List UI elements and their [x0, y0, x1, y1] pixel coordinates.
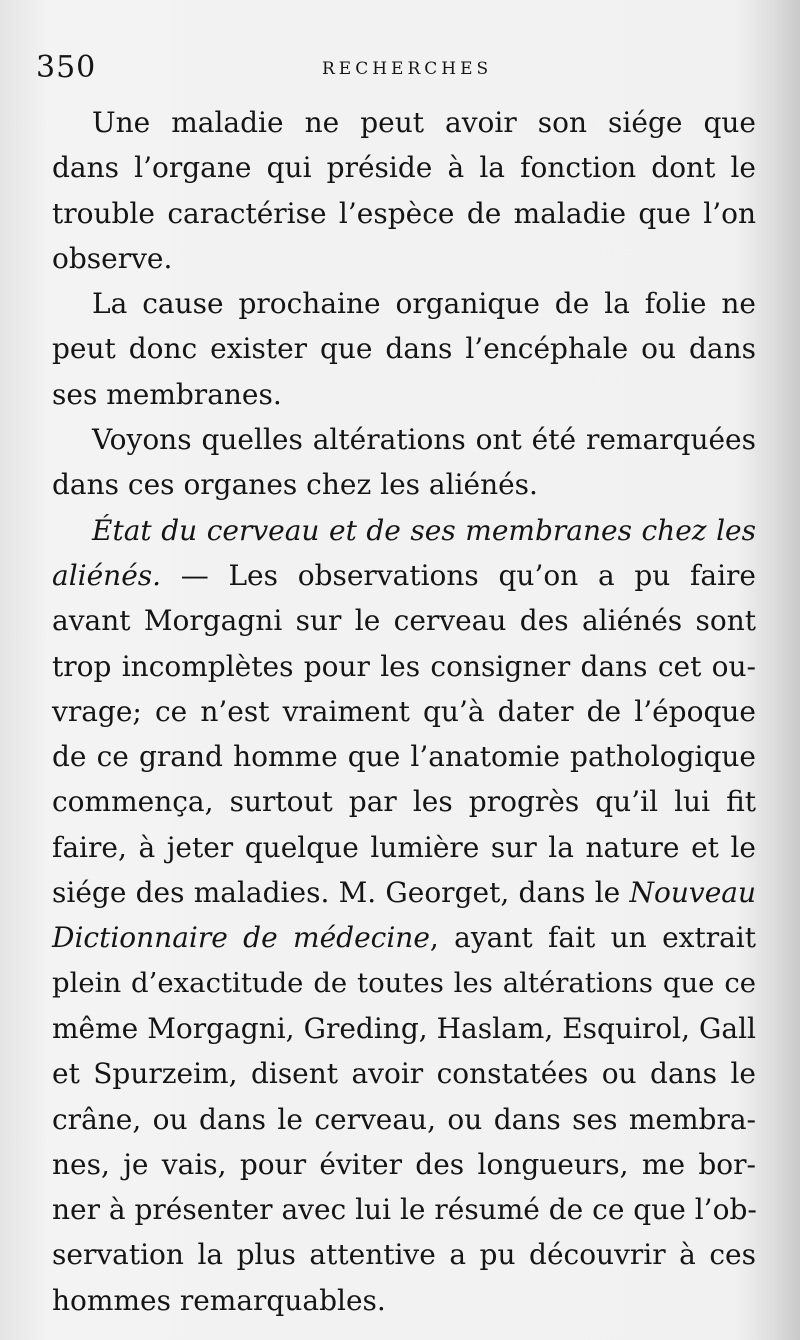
line-text: faire, à jeter quelque lumière sur la nature et le	[52, 830, 756, 864]
text-line	[52, 961, 756, 1006]
line-text: , ayant fait un extrait	[429, 921, 756, 955]
line-text: avant Morgagni sur le cerveau des aliénés sont	[52, 604, 756, 638]
line-text: nes, je vais, pour éviter des longueurs, me bor-	[52, 1147, 756, 1181]
line-italic-text: Dictionnaire de médecine	[52, 921, 430, 955]
text-line	[52, 326, 756, 371]
text-line	[52, 145, 756, 190]
text-line	[52, 508, 756, 553]
text-line	[52, 1006, 756, 1051]
text-line	[52, 191, 756, 236]
text-line	[52, 553, 756, 598]
line-text: dans l’organe qui préside à la fonction dont le	[52, 151, 756, 185]
page-number: 350	[36, 50, 97, 85]
line-text: et Spurzeim, disent avoir constatées ou dans le	[52, 1057, 756, 1091]
text-line	[52, 1278, 756, 1323]
line-text: trouble caractérise l’espèce de maladie que l’on	[52, 196, 756, 230]
text-line	[52, 281, 756, 326]
text-line	[52, 236, 756, 281]
line-text: trop incomplètes pour les consigner dans cet ou-	[52, 649, 756, 683]
body-text	[52, 100, 756, 1323]
line-text: plein d’exactitude de toutes les altérations que ce	[52, 966, 756, 999]
line-text: État du cerveau et de ses membranes chez les	[92, 513, 756, 547]
text-line	[52, 870, 756, 915]
line-text: crâne, ou dans le cerveau, ou dans ses membra-	[52, 1102, 756, 1136]
text-line	[52, 598, 756, 643]
line-text: La cause prochaine organique de la folie ne	[92, 287, 756, 321]
text-line	[52, 1232, 756, 1277]
text-line	[52, 1097, 756, 1142]
text-line	[52, 1142, 756, 1187]
line-text: même Morgagni, Greding, Haslam, Esquirol, Gall	[52, 1011, 756, 1045]
line-text: Voyons quelles altérations ont été remarquées	[92, 423, 756, 457]
line-text: siége des maladies. M. Georget, dans le	[52, 876, 630, 910]
text-line	[52, 825, 756, 870]
text-line	[52, 1051, 756, 1096]
line-text: observe.	[52, 241, 173, 275]
text-line	[52, 462, 756, 507]
line-text: hommes remarquables.	[52, 1283, 386, 1317]
text-line	[52, 644, 756, 689]
line-italic-text: aliénés.	[52, 558, 162, 592]
line-text: ses membranes.	[52, 377, 282, 411]
text-line	[52, 915, 756, 960]
text-line	[52, 734, 756, 779]
line-text: peut donc exister que dans l’encéphale ou dans	[52, 332, 756, 366]
text-line	[52, 779, 756, 824]
text-line	[52, 417, 756, 462]
running-head: RECHERCHES	[322, 59, 493, 79]
line-text: dans ces organes chez les aliénés.	[52, 468, 538, 502]
line-text: — Les observations qu’on a pu faire	[161, 558, 756, 592]
page-header	[36, 50, 756, 90]
text-line	[52, 689, 756, 734]
line-text: servation la plus attentive a pu découvrir à ces	[52, 1238, 756, 1272]
text-line	[52, 372, 756, 417]
text-line	[52, 1187, 756, 1232]
line-text: Une maladie ne peut avoir son siége que	[92, 106, 756, 139]
line-text: vrage; ce n’est vraiment qu’à dater de l’époque	[52, 694, 756, 728]
text-line	[52, 100, 756, 145]
line-text: ner à présenter avec lui le résumé de ce que l’ob-	[52, 1193, 757, 1227]
line-text: de ce grand homme que l’anatomie pathologique	[52, 740, 756, 774]
line-text: commença, surtout par les progrès qu’il lui fit	[52, 785, 756, 819]
line-italic-text: Nouveau	[629, 876, 756, 910]
